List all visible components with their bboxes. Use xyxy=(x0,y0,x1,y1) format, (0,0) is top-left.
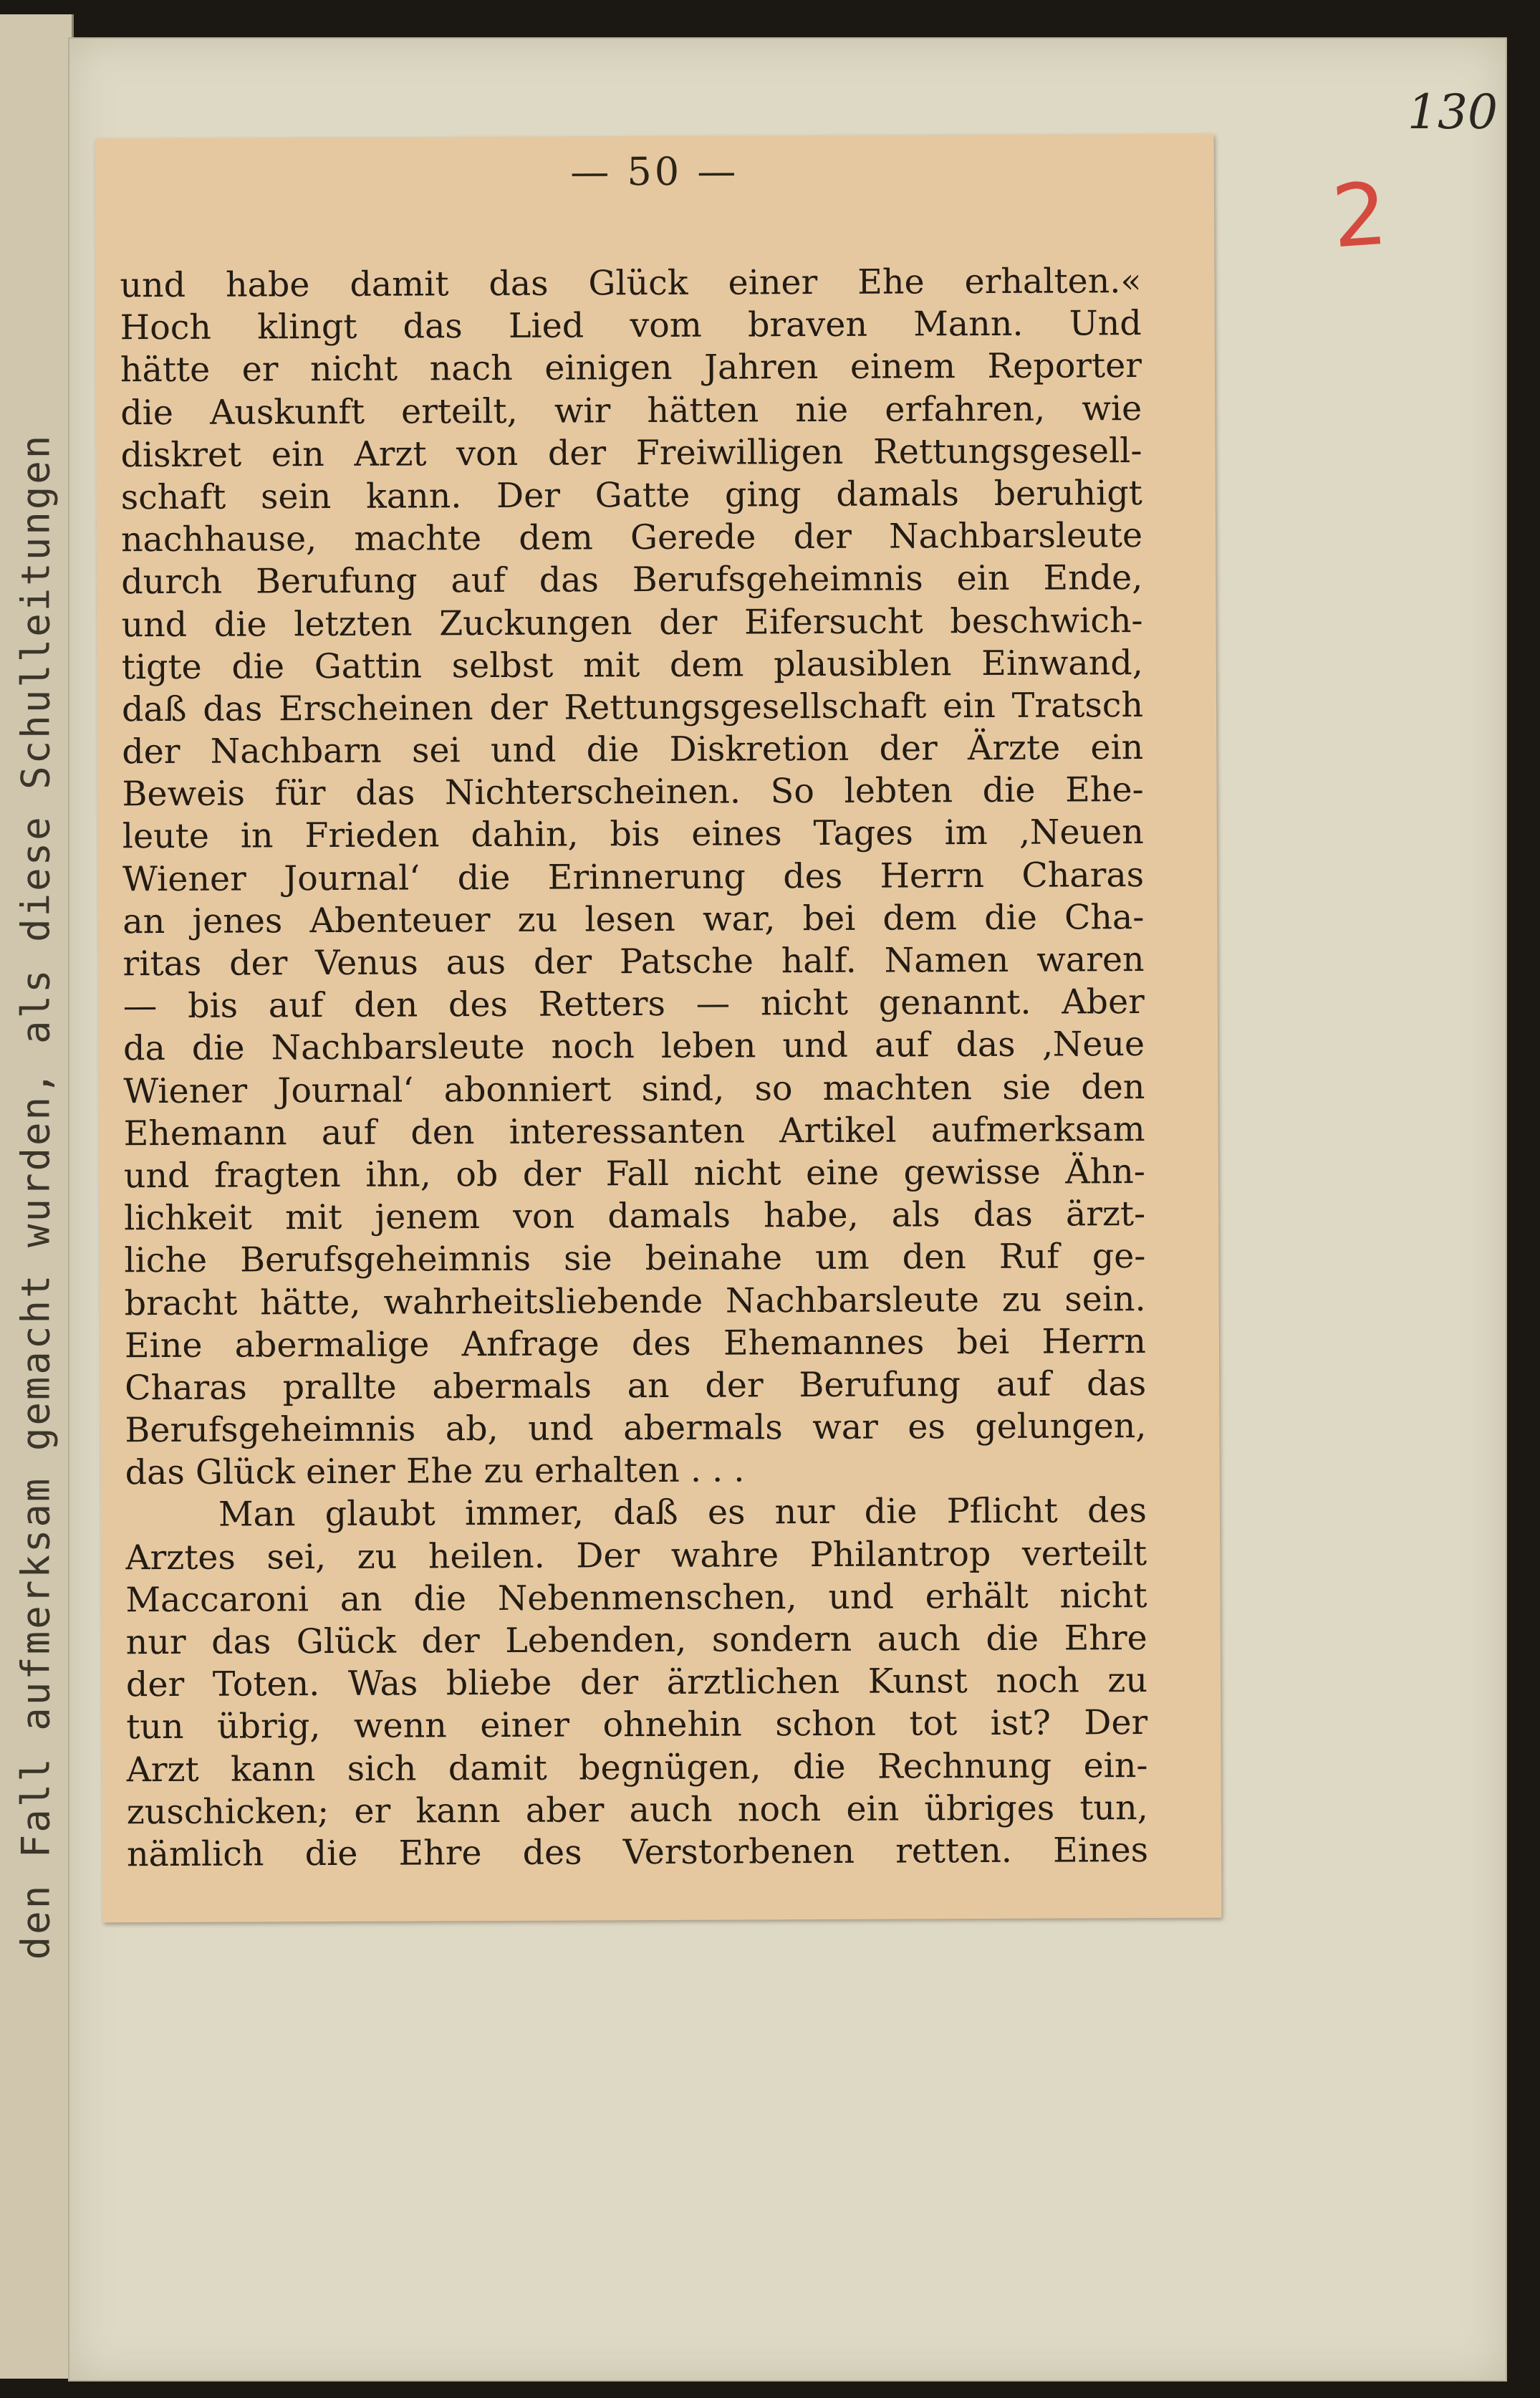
text-line: Wiener Journal‘ abonniert sind, so machten sie den xyxy=(123,1067,1145,1111)
text-line: an jenes Abenteuer zu lesen war, bei dem die Cha- xyxy=(122,897,1145,942)
text-line: zuschicken; er kann aber auch noch ein übriges tun, xyxy=(126,1788,1148,1832)
text-line: diskret ein Arzt von der Freiwilligen Rettungsgesell- xyxy=(120,431,1142,476)
text-line: nämlich die Ehre des Verstorbenen retten. Eines xyxy=(126,1830,1149,1875)
text-line: — bis auf den des Retters — nicht genannt. Aber xyxy=(122,982,1145,1027)
text-line: Eine abermalige Anfrage des Ehemannes bei Herrn xyxy=(124,1321,1147,1366)
text-line: leute in Frieden dahin, bis eines Tages im ‚Neuen xyxy=(122,812,1144,857)
text-line: durch Berufung auf das Berufsgeheimnis ein Ende, xyxy=(121,558,1143,603)
text-line: bracht hätte, wahrheitsliebende Nachbarsleute zu sein. xyxy=(124,1279,1146,1323)
text-line: und fragten ihn, ob der Fall nicht eine gewisse Ähn- xyxy=(123,1151,1146,1196)
text-line: und habe damit das Glück einer Ehe erhalten.« xyxy=(120,262,1142,306)
text-line: ritas der Venus aus der Patsche half. Namen waren xyxy=(122,940,1145,984)
text-line: nachhause, machte dem Gerede der Nachbarsleute xyxy=(120,516,1143,560)
text-line: nur das Glück der Lebenden, sondern auch die Ehre xyxy=(125,1618,1147,1663)
text-line: lichkeit mit jenem von damals habe, als das ärzt- xyxy=(124,1194,1146,1239)
text-line: Man glaubt immer, daß es nur die Pflicht des xyxy=(218,1491,1147,1535)
article-text xyxy=(120,260,1148,1876)
text-line: Maccaroni an die Nebenmenschen, und erhält nicht xyxy=(125,1576,1147,1621)
text-line: liche Berufsgeheimnis sie beinahe um den Ruf ge- xyxy=(124,1237,1146,1281)
text-line: daß das Erscheinen der Rettungsgesellschaft ein Tratsch xyxy=(121,685,1144,730)
text-line: tun übrig, wenn einer ohnehin schon tot ist? Der xyxy=(126,1703,1148,1747)
text-line: schaft sein kann. Der Gatte ging damals beruhigt xyxy=(120,473,1142,518)
text-line: hätte er nicht nach einigen Jahren einem Reporter xyxy=(120,346,1142,390)
page-number: — 50 — xyxy=(570,148,739,195)
text-line: das Glück einer Ehe zu erhalten . . . xyxy=(125,1450,745,1493)
text-line: Berufsgeheimnis ab, und abermals war es gelungen, xyxy=(125,1406,1147,1451)
newspaper-clipping xyxy=(95,134,1222,1923)
text-line: Beweis für das Nichterscheinen. So lebten die Ehe- xyxy=(122,770,1144,815)
vertical-margin-text: den Fall aufmerksam gemacht wurden, als diese Schulleitungen xyxy=(13,433,59,1960)
text-line: Ehemann auf den interessanten Artikel aufmerksam xyxy=(123,1109,1145,1154)
folio-number: 130 xyxy=(1407,85,1498,140)
text-line: da die Nachbarsleute noch leben und auf das ‚Neue xyxy=(123,1025,1145,1069)
text-line: Charas prallte abermals an der Berufung auf das xyxy=(125,1363,1147,1409)
text-line: Hoch klingt das Lied vom braven Mann. Und xyxy=(120,304,1142,348)
text-line: der Nachbarn sei und die Diskretion der Ärzte ein xyxy=(122,728,1144,772)
text-line: und die letzten Zuckungen der Eifersucht beschwich- xyxy=(121,600,1143,645)
text-line: der Toten. Was bliebe der ärztlichen Kunst noch zu xyxy=(125,1661,1148,1705)
red-pencil-mark: 2 xyxy=(1329,164,1391,268)
binding-strip xyxy=(0,14,74,2379)
text-line: Wiener Journal‘ die Erinnerung des Herrn Charas xyxy=(122,855,1145,899)
text-line: Arztes sei, zu heilen. Der wahre Philantrop verteilt xyxy=(125,1533,1147,1578)
text-line: die Auskunft erteilt, wir hätten nie erfahren, wie xyxy=(120,388,1142,433)
text-line: Arzt kann sich damit begnügen, die Rechnung ein- xyxy=(126,1745,1148,1790)
text-line: tigte die Gattin selbst mit dem plausiblen Einwand, xyxy=(121,643,1143,687)
